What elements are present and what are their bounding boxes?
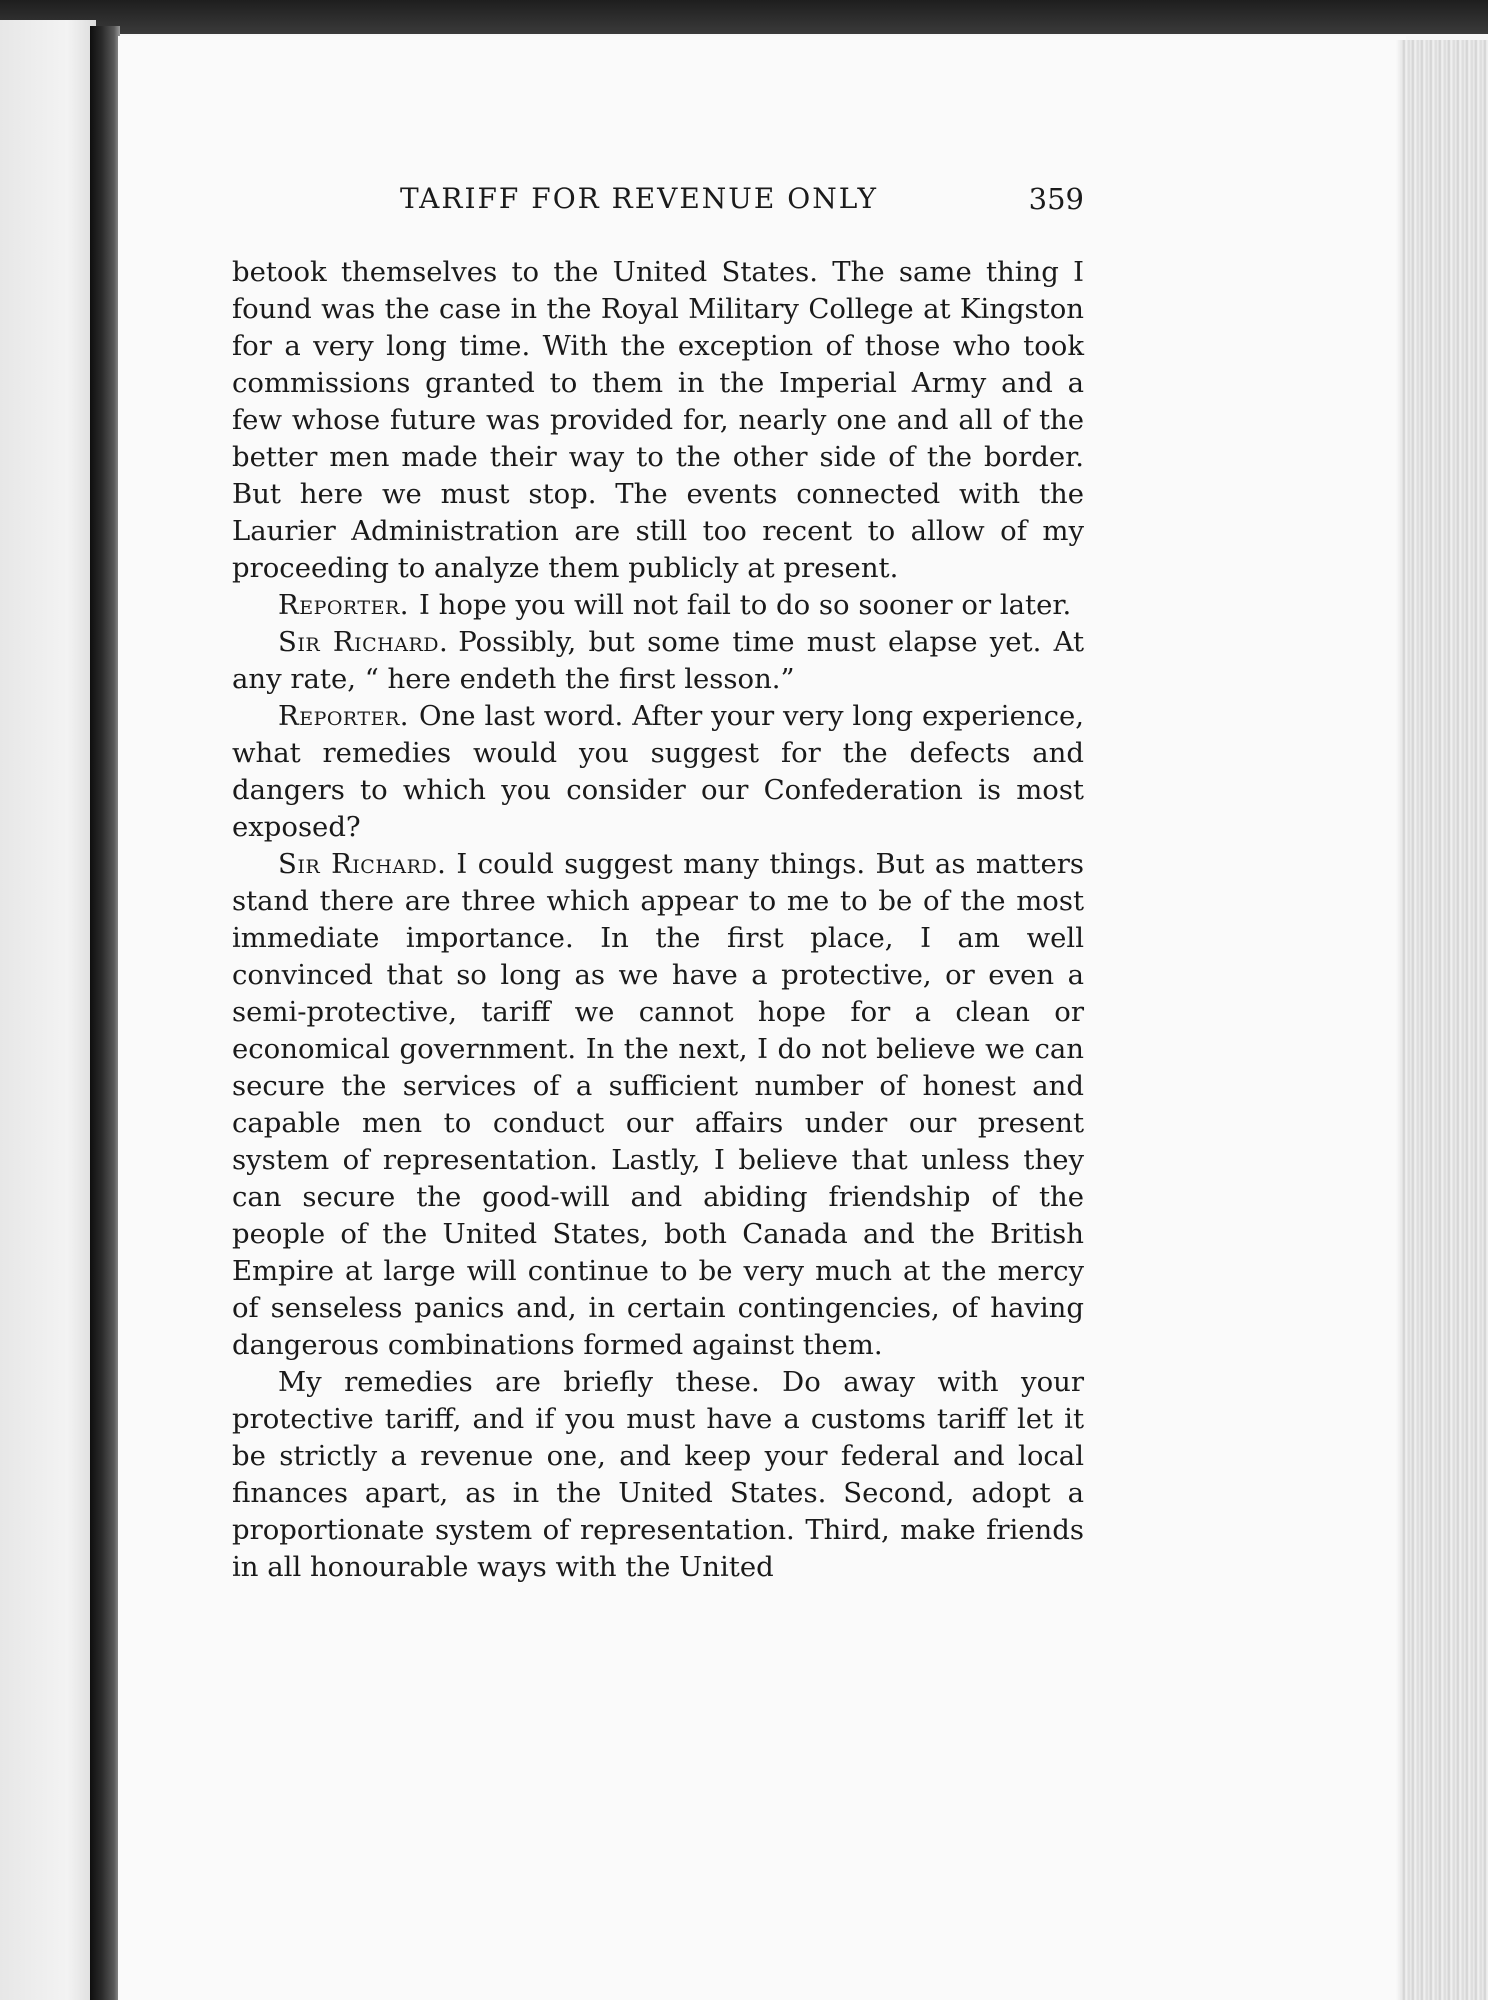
previous-page-edge [0, 20, 96, 2000]
dialogue-paragraph [232, 698, 1084, 846]
speaker-label: Sir Richard. [278, 626, 449, 658]
dialogue-paragraph [232, 624, 1084, 698]
running-head-title: TARIFF FOR REVENUE ONLY [400, 182, 878, 215]
speaker-label: Reporter. [278, 700, 409, 732]
speaker-label: Reporter. [278, 589, 409, 621]
page-number: 359 [1028, 182, 1084, 216]
running-head [232, 178, 1084, 228]
paragraph [232, 1364, 1084, 1586]
dialogue-paragraph [232, 846, 1084, 1364]
book-gutter [90, 26, 120, 2000]
paragraph-text: betook themselves to the United States. The same thing I found was the case in the Royal Military College at Kingston for a very long time. With the exception of those who took commissions granted to them in the Imperial Army and a few whose future was provided for, nearly one and all of the better men made their way to the other side of the border. But here we must stop. The events connected with the Laurier Administration are still too recent to allow of my proceeding to analyze them publicly at present. [232, 256, 1084, 584]
paragraph-text: I hope you will not fail to do so sooner or later. [419, 589, 1072, 621]
scan-background [0, 0, 1488, 34]
paragraph [232, 254, 1084, 587]
page-stack-edge [1402, 40, 1488, 2000]
dialogue-paragraph [232, 587, 1084, 624]
body-text [232, 254, 1084, 1586]
paragraph-text: My remedies are briefly these. Do away with your protective tariff, and if you must have a customs tariff let it be strictly a revenue one, and keep your federal and local finances apart, as in the United States. Second, adopt a proportionate system of representation. Third, make friends in all honourable ways with the United [232, 1366, 1084, 1583]
paragraph-text: Possibly, but some time must elapse yet. At any rate, “ here endeth the first lesson.” [232, 626, 1085, 695]
paragraph-text: I could suggest many things. But as matters stand there are three which appear to me to be of the most immediate importance. In the first place, I am well convinced that so long as we have a protective, or even a semi-protective, tariff we cannot hope for a clean or economical government. In the next, I do not believe we can secure the services of a sufficient number of honest and capable men to conduct our affairs under our present system of representation. Lastly, I believe that unless they can secure the good-will and abiding friendship of the people of the United States, both Canada and the British Empire at large will continue to be very much at the mercy of senseless panics and, in certain contingencies, of having dangerous combinations formed against them. [232, 848, 1084, 1361]
paragraph-text: One last word. After your very long experience, what remedies would you suggest for the defects and dangers to which you consider our Confederation is most exposed? [232, 700, 1084, 843]
speaker-label: Sir Richard. [278, 848, 447, 880]
